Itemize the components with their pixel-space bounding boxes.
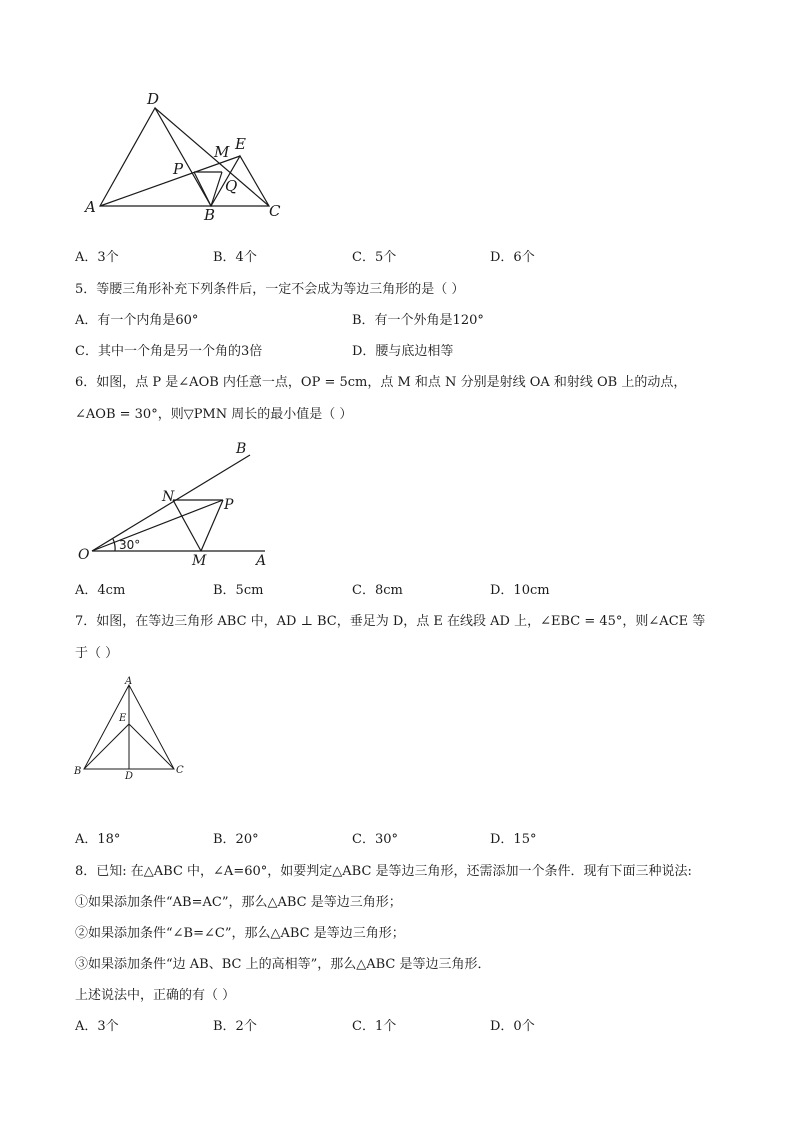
q8-options (75, 1018, 735, 1036)
fig6-label-a: A (256, 553, 267, 569)
q8-statement-3: ③如果添加条件“边 AB、BC 上的高相等”，那么△ABC 是等边三角形． (75, 957, 491, 972)
q6-option-d[interactable]: D．10cm (490, 583, 550, 598)
fig4-label-q: Q (225, 177, 238, 195)
fig6-label-p: P (224, 497, 234, 513)
q6-options (75, 582, 735, 600)
q5-stem: 5．等腰三角形补充下列条件后，一定不会成为等边三角形的是（ ） (75, 282, 465, 297)
q7-option-a[interactable]: A．18° (75, 832, 121, 847)
q5-options-row1 (75, 312, 735, 330)
q8-question: 上述说法中，正确的有（ ） (75, 988, 236, 1003)
q4-options (75, 249, 735, 267)
fig4-label-c: C (269, 202, 281, 220)
q6-option-c[interactable]: C．8cm (352, 583, 403, 598)
q8-option-b[interactable]: B．2个 (213, 1019, 257, 1034)
fig4-label-d: D (147, 90, 160, 108)
q4-option-c[interactable]: C．5个 (352, 250, 397, 265)
q7-option-b[interactable]: B．20° (213, 832, 259, 847)
fig7-label-b: B (74, 766, 82, 777)
fig4-label-b: B (204, 206, 216, 224)
figure-q6-angle (75, 435, 275, 570)
figure-q4-geometry (80, 88, 290, 223)
q7-option-c[interactable]: C．30° (352, 832, 398, 847)
q6-stem-line1: 6．如图，点 P 是∠AOB 内任意一点，OP = 5cm，点 M 和点 N 分别是射线 OA 和射线 OB 上的动点， (75, 375, 687, 390)
q8-stem: 8．已知: 在△ABC 中，∠A=60°，如要判定△ABC 是等边三角形，还需添加一个条件．现有下面三种说法: (75, 864, 692, 879)
fig4-label-a: A (85, 198, 96, 216)
q8-option-a[interactable]: A．3个 (75, 1019, 119, 1034)
q6-option-a[interactable]: A．4cm (75, 583, 126, 598)
fig7-label-d: D (125, 771, 134, 782)
q4-option-a[interactable]: A．3个 (75, 250, 119, 265)
fig7-label-c: C (176, 765, 184, 776)
fig6-label-o: O (78, 547, 90, 563)
fig6-label-angle: 30° (119, 538, 141, 552)
q5-option-a[interactable]: A．有一个内角是60° (75, 313, 199, 328)
q7-stem-line2: 于（ ） (75, 646, 119, 661)
fig6-label-n: N (162, 489, 175, 505)
fig7-label-e: E (119, 713, 127, 724)
q4-option-d[interactable]: D．6个 (490, 250, 535, 265)
fig6-label-m: M (192, 553, 207, 569)
q5-option-c[interactable]: C．其中一个角是另一个角的3倍 (75, 344, 263, 359)
q7-options (75, 831, 735, 849)
q6-stem-line2: ∠AOB = 30°，则▽PMN 周长的最小值是（ ） (75, 407, 353, 422)
q4-option-b[interactable]: B．4个 (213, 250, 257, 265)
fig6-label-b: B (236, 441, 247, 457)
q5-options-row2 (75, 343, 735, 361)
fig4-label-e: E (235, 135, 246, 153)
figure-q7-triangle (72, 675, 192, 785)
q7-stem-line1: 7．如图，在等边三角形 ABC 中，AD ⊥ BC，垂足为 D，点 E 在线段 AD 上，∠EBC = 45°，则∠ACE 等 (75, 614, 706, 629)
q8-statement-2: ②如果添加条件“∠B=∠C”，那么△ABC 是等边三角形； (75, 926, 405, 941)
q6-option-b[interactable]: B．5cm (213, 583, 264, 598)
q8-option-d[interactable]: D．0个 (490, 1019, 535, 1034)
q5-option-d[interactable]: D．腰与底边相等 (352, 344, 454, 359)
q7-option-d[interactable]: D．15° (490, 832, 537, 847)
fig4-label-p: P (173, 160, 184, 178)
fig7-label-a: A (125, 676, 133, 687)
fig4-label-m: M (214, 143, 230, 161)
q8-option-c[interactable]: C．1个 (352, 1019, 397, 1034)
q5-option-b[interactable]: B．有一个外角是120° (352, 313, 484, 328)
q8-statement-1: ①如果添加条件“AB=AC”，那么△ABC 是等边三角形； (75, 895, 402, 910)
